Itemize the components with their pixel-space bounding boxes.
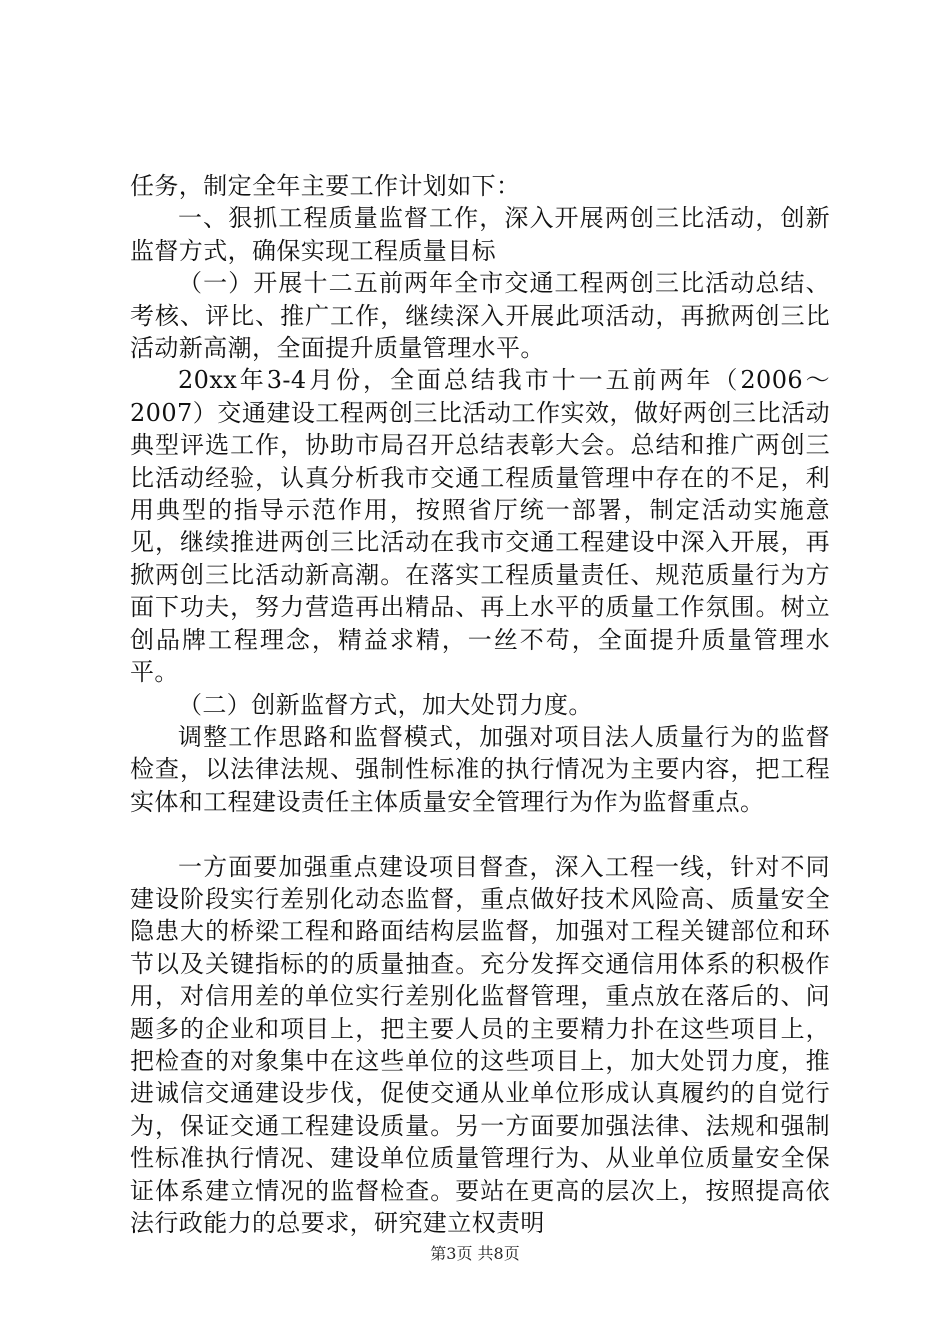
- paragraph-key-projects: 一方面要加强重点建设项目督查，深入工程一线，针对不同建设阶段实行差别化动态监督，重点做好技术风险高、质量安全隐患大的桥梁工程和路面结构层监督，加强对工程关键部位和环节以及关键指标的的质量抽查。充分发挥交通信用体系的积极作用，对信用差的单位实行差别化监督管理，重点放在落后的、问题多的企业和项目上，把主要人员的主要精力扑在这些项目上，把检查的对象集中在这些单位的这些项目上，加大处罚力度，推进诚信交通建设步伐，促使交通从业单位形成认真履约的自觉行为，保证交通工程建设质量。另一方面要加强法律、法规和强制性标准执行情况、建设单位质量管理行为、从业单位质量安全保证体系建立情况的监督检查。要站在更高的层次上，按照提高依法行政能力的总要求，研究建立权责明: [130, 852, 830, 1237]
- paragraph-subsection-two: （二）创新监督方式，加大处罚力度。: [178, 690, 593, 719]
- paragraph-summary-plan: 20xx年3-4月份，全面总结我市十一五前两年（2006～2007）交通建设工程两创三比活动工作实效，做好两创三比活动典型评选工作，协助市局召开总结表彰大会。总结和推广两创三比活动经验，认真分析我市交通工程质量管理中存在的不足，利用典型的指导示范作用，按照省厅统一部署，制定活动实施意见，继续推进两创三比活动在我市交通工程建设中深入开展，再掀两创三比活动新高潮。在落实工程质量责任、规范质量行为方面下功夫，努力营造再出精品、再上水平的质量工作氛围。树立创品牌工程理念，精益求精，一丝不苟，全面提升质量管理水平。: [130, 366, 830, 687]
- page-footer: [0, 1244, 950, 1264]
- paragraph-gap: [130, 818, 830, 850]
- document-body: [130, 170, 830, 1239]
- paragraph-task-intro: 任务，制定全年主要工作计划如下：: [130, 172, 521, 200]
- page-number-label: 第3页 共8页: [430, 1244, 520, 1263]
- paragraph-supervision-mode: 调整工作思路和监督模式，加强对项目法人质量行为的监督检查，以法律法规、强制性标准的执行情况为主要内容，把工程实体和工程建设责任主体质量安全管理行为作为监督重点。: [130, 722, 830, 816]
- paragraph-section-one-heading: 一、狠抓工程质量监督工作，深入开展两创三比活动，创新监督方式，确保实现工程质量目标: [130, 204, 830, 265]
- paragraph-subsection-one: （一）开展十二五前两年全市交通工程两创三比活动总结、考核、评比、推广工作，继续深入开展此项活动，再掀两创三比活动新高潮，全面提升质量管理水平。: [130, 269, 830, 363]
